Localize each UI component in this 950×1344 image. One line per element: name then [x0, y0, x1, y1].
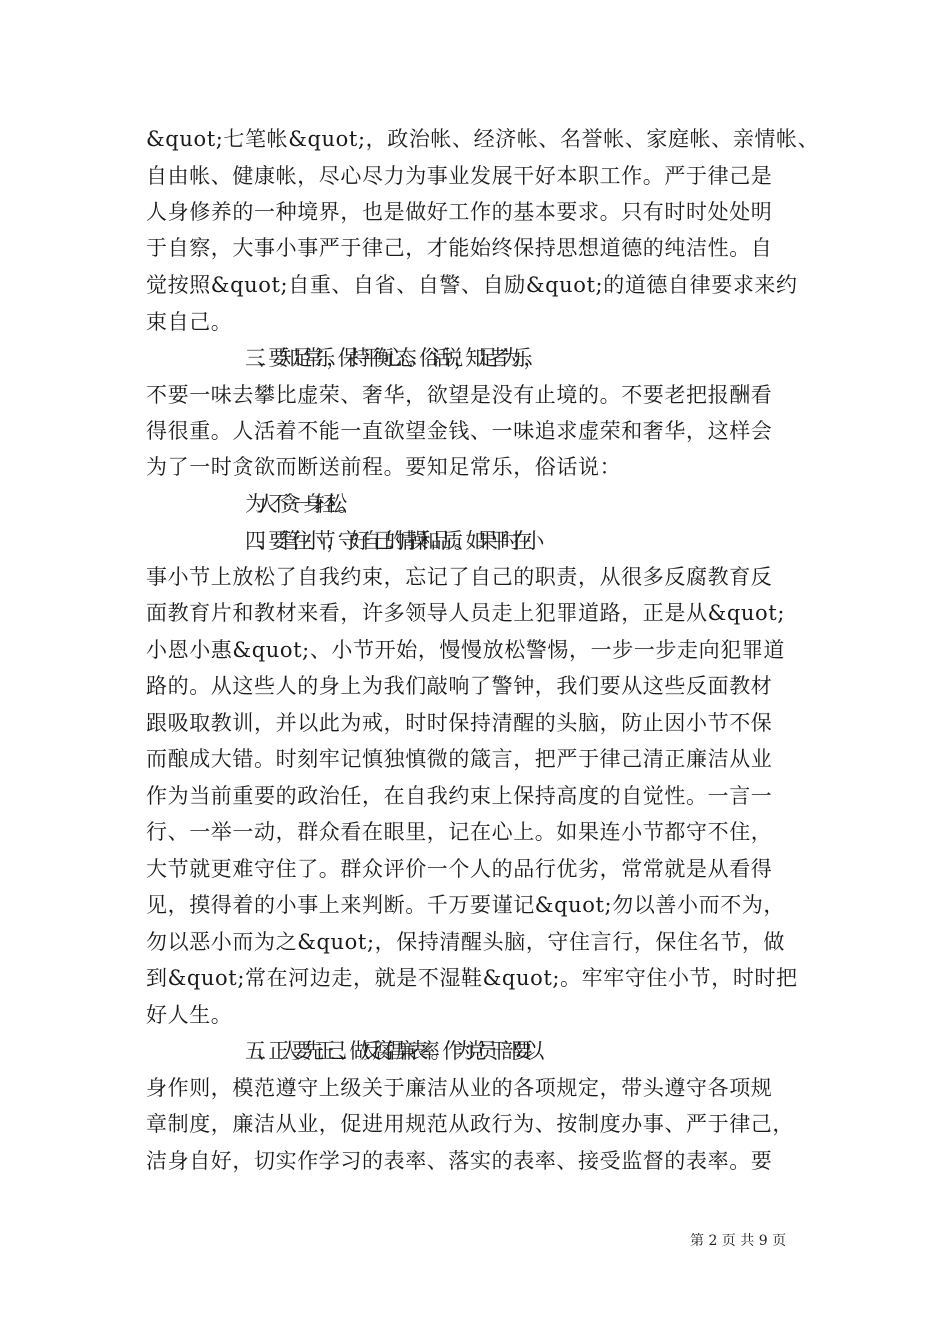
text-line: &quot;七笔帐&quot;，政治帐、经济帐、名誉帐、家庭帐、亲情帐、 [146, 127, 820, 151]
text-line: 于自察，大事小事严于律己，才能始终保持思想道德的纯洁性。自 [146, 236, 773, 260]
text-line: 人身修养的一种境界，也是做好工作的基本要求。只有时时处处明 [146, 200, 773, 224]
text-line: 而酿成大错。时刻牢记慎独慎微的箴言，把严于律己清正廉洁从业 [146, 747, 773, 771]
text-line: 身作则，模范遵守上级关于廉洁从业的各项规定，带头遵守各项规 [146, 1076, 773, 1100]
section-heading-3: 三、要知足常乐，保持平衡心态。俗话说，知足者为乐， [245, 346, 535, 370]
text-line: 跟吸取教训，并以此为戒，时时保持清醒的头脑，防止因小节不保 [146, 711, 773, 735]
text-line: 面教育片和教材来看，许多领导人员走上犯罪道路，正是从&quot; [146, 601, 786, 625]
text-line: 作为当前重要的政治任，在自我约束上保持高度的自觉性。一言一 [146, 784, 773, 808]
text-line: 行、一举一动，群众看在眼里，记在心上。如果连小节都守不住， [146, 820, 773, 844]
text-line: 为了一时贪欲而断送前程。要知足常乐，俗话说： [146, 455, 622, 479]
section-heading-4: 四、要管住小节，守好自己的情操和品质。如果平时在小 [245, 529, 535, 553]
text-line: 不要一味去攀比虚荣、奢华，欲望是没有止境的。不要老把报酬看 [146, 383, 773, 407]
text-line: 大节就更难守住了。群众评价一个人的品行优劣，常常就是从看得 [146, 857, 773, 881]
text-line: 觉按照&quot;自重、自省、自警、自励&quot;的道德自律要求来约 [146, 273, 798, 297]
text-line: 洁身自好，切实作学习的表率、落实的表率、接受监督的表率。要 [146, 1149, 773, 1173]
text-line: 自由帐、健康帐，尽心尽力为事业发展干好本职工作。严于律己是 [146, 164, 773, 188]
text-line: 路的。从这些人的身上为我们敲响了警钟，我们要从这些反面教材 [146, 674, 773, 698]
text-line: 得很重。人活着不能一直欲望金钱、一味追求虚荣和奢华，这样会 [146, 419, 773, 443]
text-line: 到&quot;常在河边走，就是不湿鞋&quot;。牢牢守住小节，时时把 [146, 966, 798, 990]
text-line: 见，摸得着的小事上来判断。千万要谨记&quot;勿以善小而不为， [146, 893, 786, 917]
page-number-footer: 第 2 页 共 9 页 [690, 1233, 787, 1249]
text-line: 小恩小惠&quot;、小节开始，慢慢放松警惕，一步一步走向犯罪道 [146, 638, 786, 662]
text-line: 为人不贪一身轻松。 [245, 492, 350, 516]
text-line: 好人生。 [146, 1003, 233, 1027]
text-line: 勿以恶小而为之&quot;，保持清醒头脑，守住言行，保住名节，做 [146, 930, 786, 954]
text-line: 事小节上放松了自我约束，忘记了自己的职责，从很多反腐教育反 [146, 565, 773, 589]
text-line: 束自己。 [146, 310, 233, 334]
text-line: 章制度，廉洁从业，促进用规范从政行为、按制度办事、严于律己， [146, 1112, 794, 1136]
section-heading-5: 五、正人要先正己、做反腐倡廉表率。作为党员干部要以 [245, 1039, 535, 1063]
